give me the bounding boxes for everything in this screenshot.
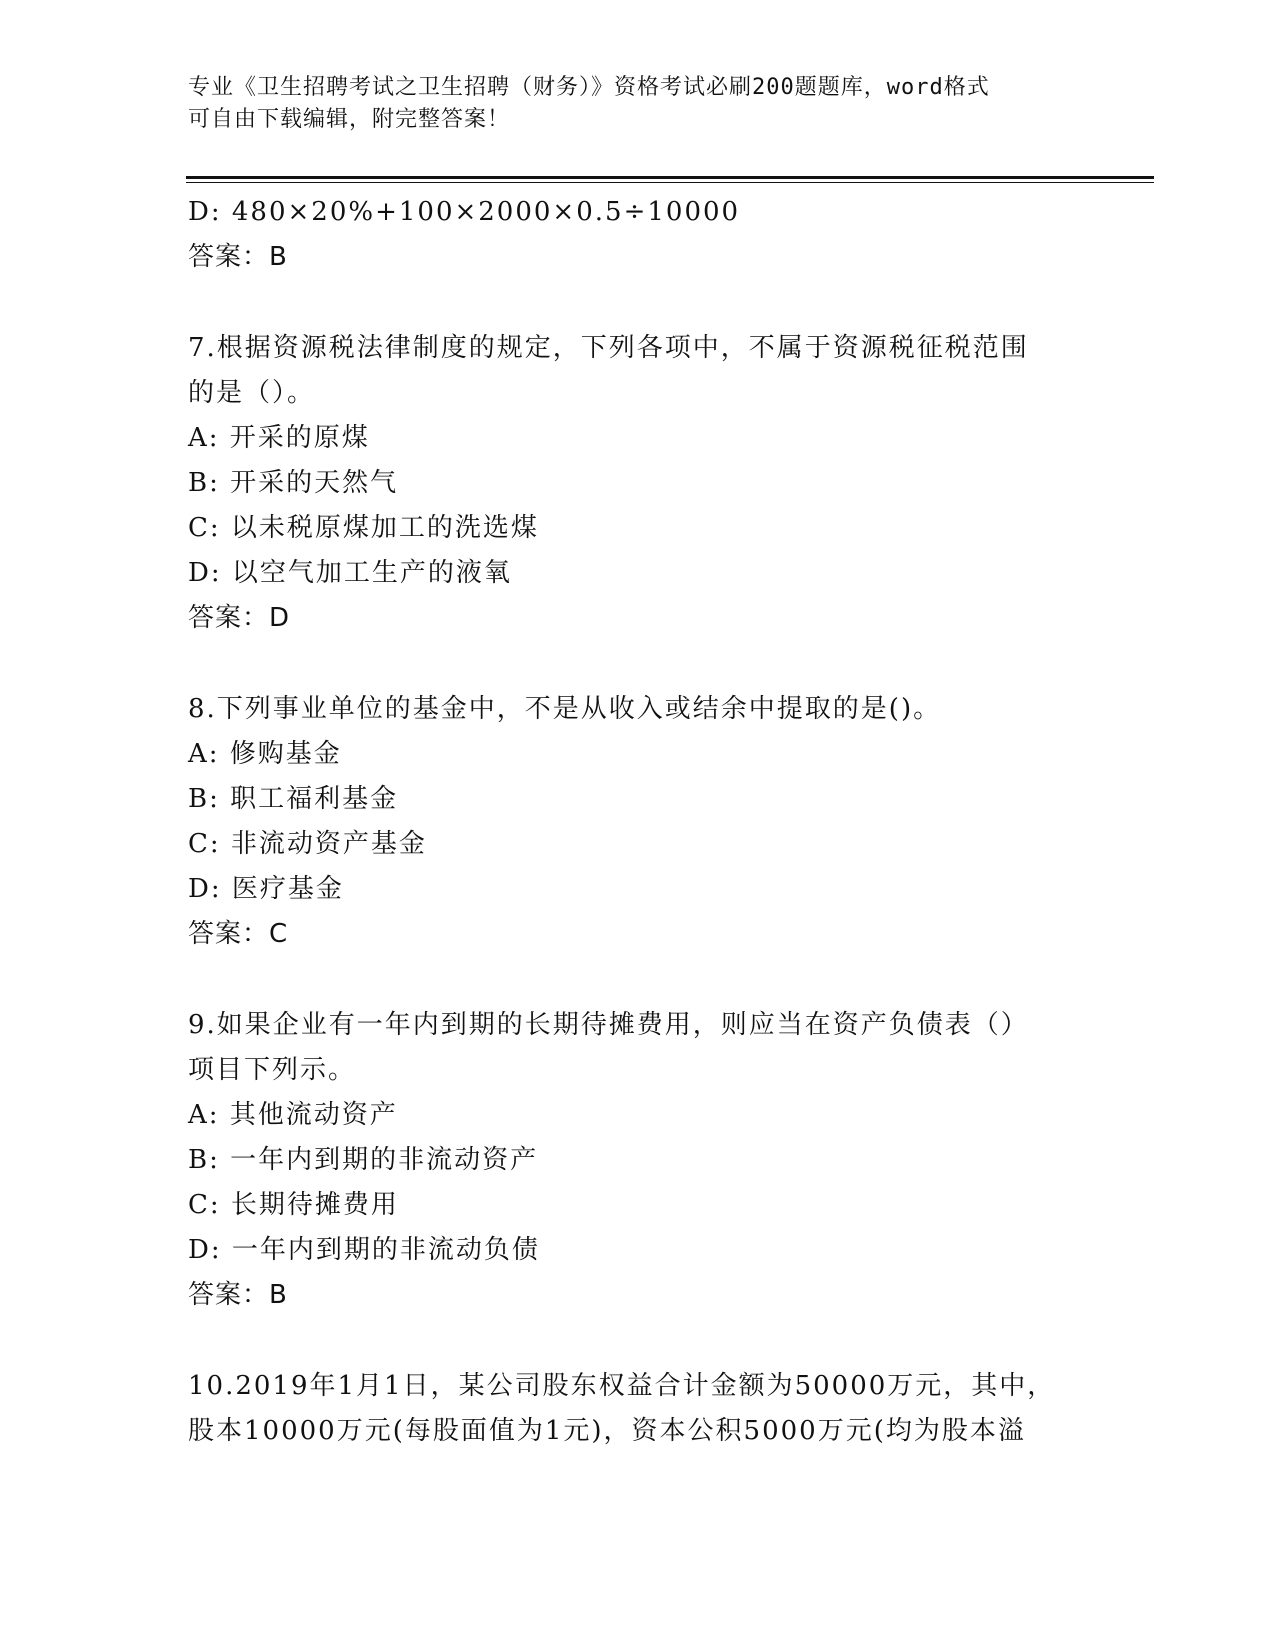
option-c: C: 长期待摊费用 bbox=[188, 1190, 399, 1220]
header-title-line1: 专业《卫生招聘考试之卫生招聘（财务）》资格考试必刷200题题库，word格式 bbox=[188, 75, 990, 100]
question-stem-continued: 的是（）。 bbox=[188, 378, 316, 408]
option-a: A: 其他流动资产 bbox=[188, 1100, 398, 1130]
question-8 bbox=[188, 687, 1078, 957]
header-title-line2: 可自由下载编辑，附完整答案！ bbox=[188, 107, 511, 132]
option-d: D: 一年内到期的非流动负债 bbox=[188, 1235, 540, 1265]
option-c: C: 非流动资产基金 bbox=[188, 829, 427, 859]
question-stem-continued: 项目下列示。 bbox=[188, 1055, 357, 1085]
option-b: B: 一年内到期的非流动资产 bbox=[188, 1145, 539, 1175]
option-d: D: 以空气加工生产的液氧 bbox=[188, 558, 512, 588]
question-10 bbox=[188, 1364, 1078, 1454]
answer-line: 答案：B bbox=[188, 1280, 288, 1310]
question-7 bbox=[188, 326, 1078, 641]
question-content bbox=[188, 190, 1078, 1454]
question-stem: 10.2019年1月1日，某公司股东权益合计金额为50000万元，其中， bbox=[188, 1371, 1056, 1401]
header-divider-thin bbox=[186, 182, 1154, 183]
answer-line: 答案：C bbox=[188, 919, 289, 949]
option-a: A: 修购基金 bbox=[188, 739, 342, 769]
option-d: D: 480×20%+100×2000×0.5÷10000 bbox=[188, 197, 741, 227]
answer-line: 答案：D bbox=[188, 603, 291, 633]
option-a: A: 开采的原煤 bbox=[188, 423, 370, 453]
question-stem: 9.如果企业有一年内到期的长期待摊费用，则应当在资产负债表（） bbox=[188, 1010, 1029, 1040]
question-stem-continued: 股本10000万元(每股面值为1元)，资本公积5000万元(均为股本溢 bbox=[188, 1416, 1026, 1446]
option-d: D: 医疗基金 bbox=[188, 874, 344, 904]
option-b: B: 开采的天然气 bbox=[188, 468, 399, 498]
question-6-tail bbox=[188, 190, 1078, 280]
question-9 bbox=[188, 1003, 1078, 1318]
header-divider-thick bbox=[186, 176, 1154, 179]
question-stem: 8.下列事业单位的基金中，不是从收入或结余中提取的是()。 bbox=[188, 694, 942, 724]
page-header bbox=[188, 72, 1068, 136]
answer-line: 答案：B bbox=[188, 242, 288, 272]
question-stem: 7.根据资源税法律制度的规定，下列各项中，不属于资源税征税范围 bbox=[188, 333, 1029, 363]
option-b: B: 职工福利基金 bbox=[188, 784, 399, 814]
option-c: C: 以未税原煤加工的洗选煤 bbox=[188, 513, 539, 543]
